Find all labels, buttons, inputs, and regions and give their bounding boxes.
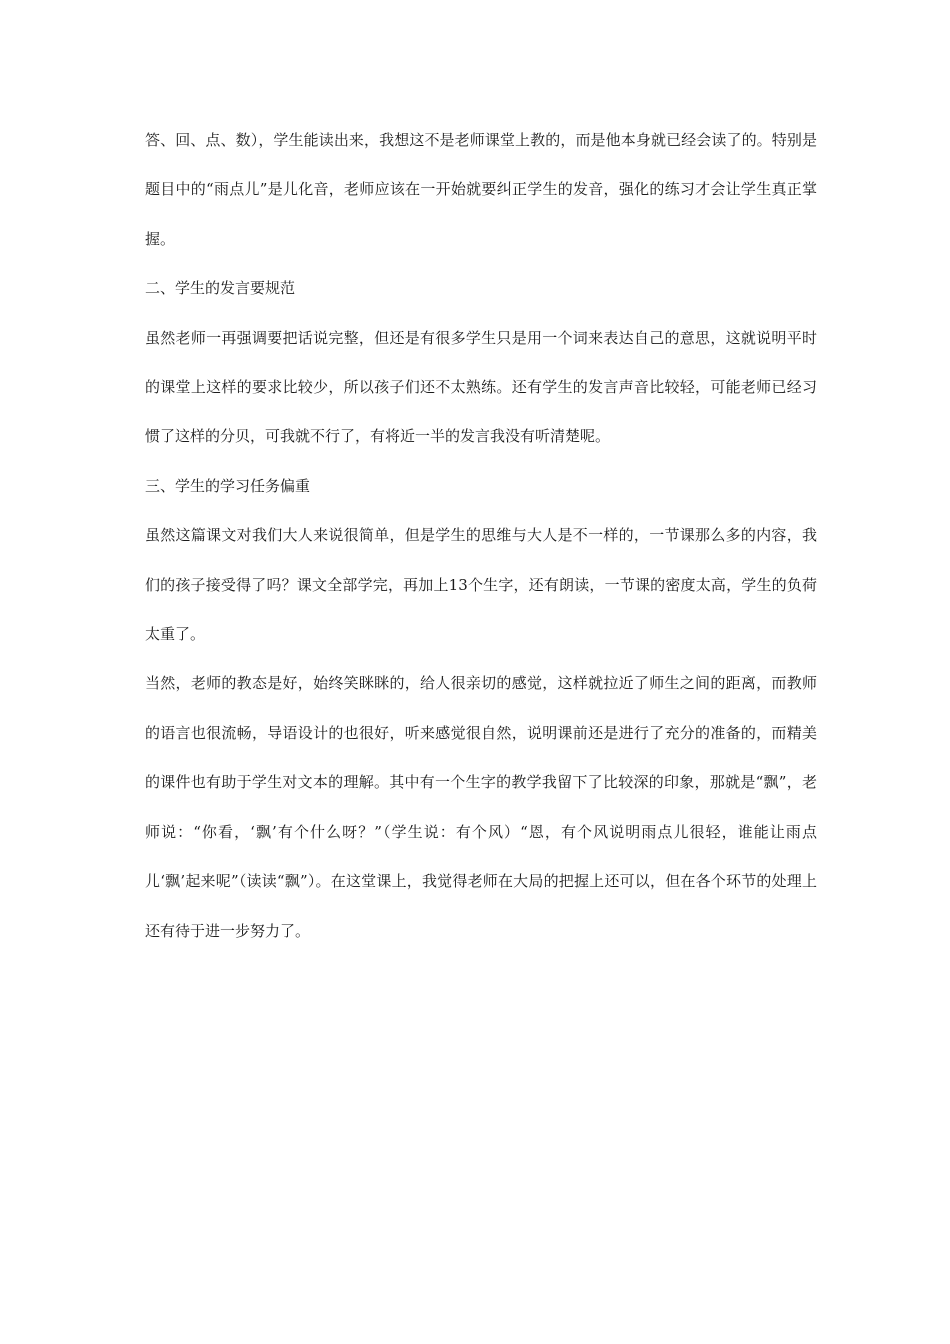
section-heading-2: 二、学生的发言要规范 [145,279,296,298]
paragraph-4: 当然，老师的教态是好，始终笑眯眯的，给人很亲切的感觉，这样就拉近了师生之间的距离，而教师的语言也很流畅，导语设计的也很好，听来感觉很自然，说明课前还是进行了充分的准备的，而精美的课件也有助于学生对文本的理解。其中有一个生字的教学我留下了比较深的印象，那就是“飘”，老师说：“你看，‘飘’有个什么呀？”（学生说：有个风）“恩，有个风说明雨点儿很轻，谁能让雨点儿‘飘’起来呢”（读读“飘”）。在这堂课上，我觉得老师在大局的把握上还可以，但在各个环节的处理上还有待于进一步努力了。 [145,674,817,940]
document-body [145,116,817,956]
paragraph-1: 答、回、点、数），学生能读出来，我想这不是老师课堂上教的，而是他本身就已经会读了的。特别是题目中的“雨点儿”是儿化音，老师应该在一开始就要纠正学生的发音，强化的练习才会让学生真正掌握。 [145,131,817,248]
paragraph-2: 虽然老师一再强调要把话说完整，但还是有很多学生只是用一个词来表达自己的意思，这就说明平时的课堂上这样的要求比较少，所以孩子们还不太熟练。还有学生的发言声音比较轻，可能老师已经习惯了这样的分贝，可我就不行了，有将近一半的发言我没有听清楚呢。 [145,328,817,446]
section-heading-3: 三、学生的学习任务偏重 [145,476,311,495]
paragraph-3: 虽然这篇课文对我们大人来说很简单，但是学生的思维与大人是不一样的，一节课那么多的内容，我们的孩子接受得了吗？课文全部学完，再加上13个生字，还有朗读，一节课的密度太高，学生的负荷太重了。 [145,526,817,644]
